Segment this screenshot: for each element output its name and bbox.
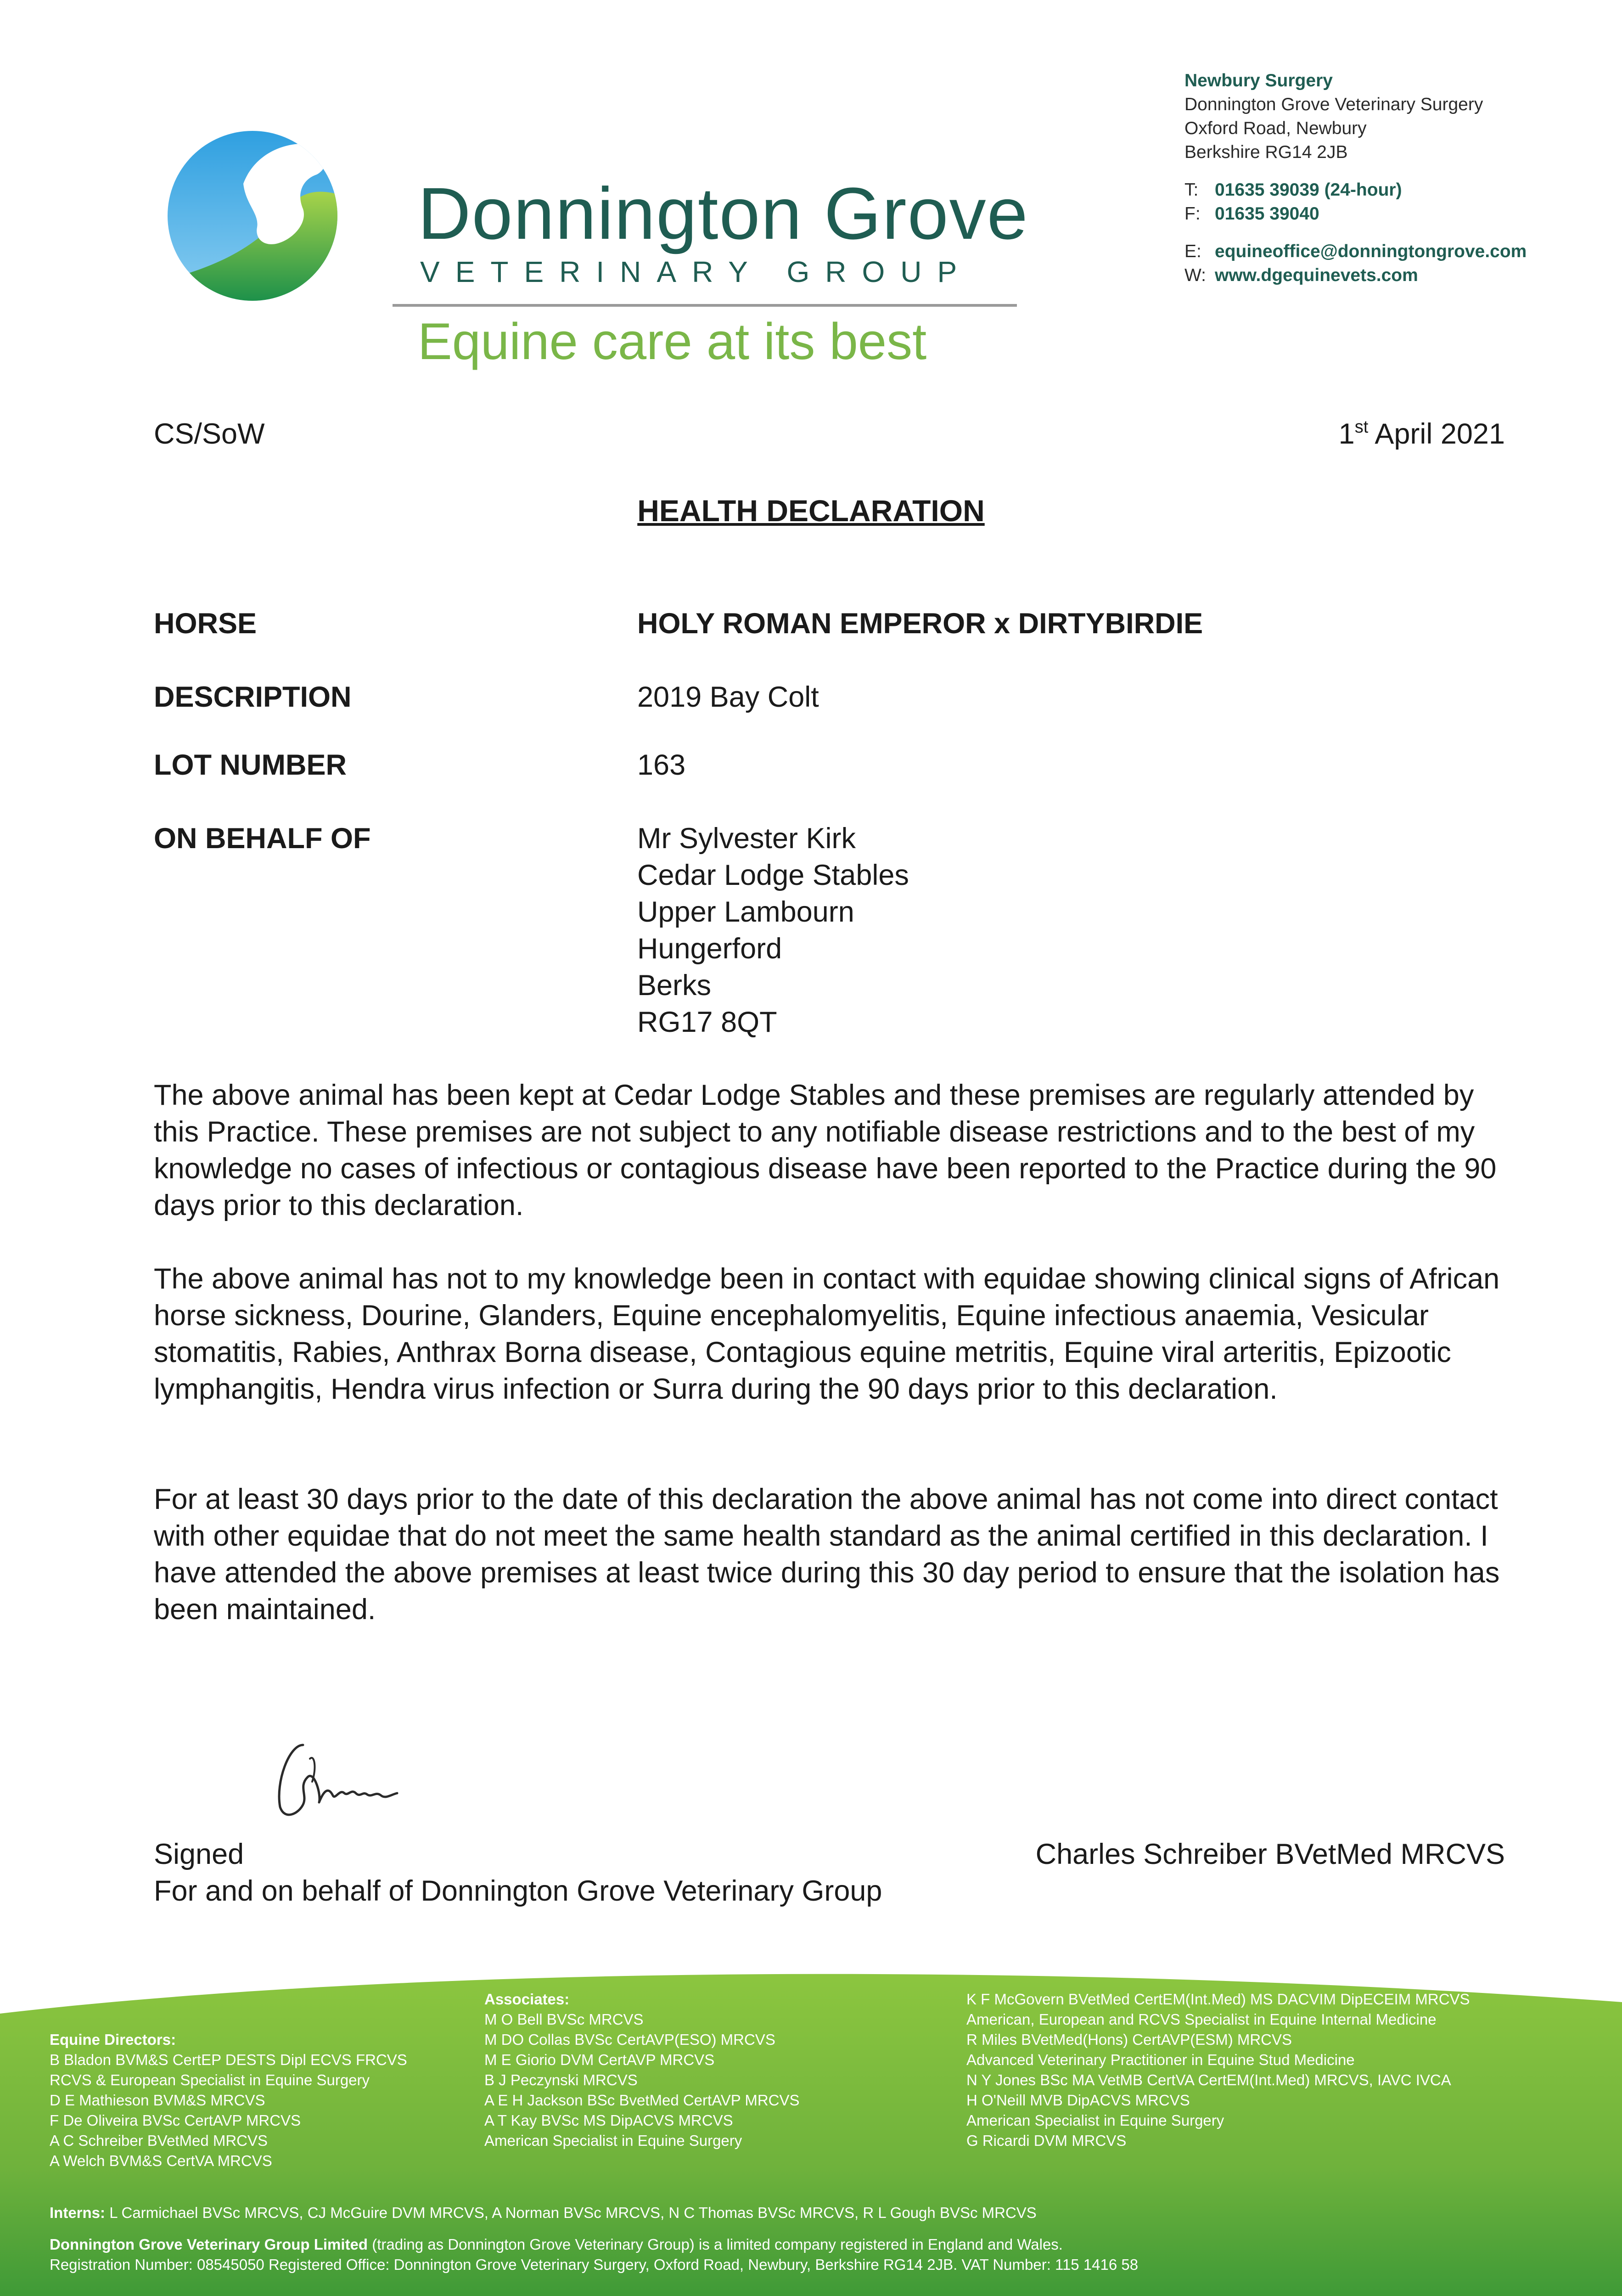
brand-tagline: Equine care at its best <box>418 313 927 370</box>
associate-entry: B J Peczynski MRCVS <box>484 2071 638 2088</box>
owner-address-line: Upper Lambourn <box>637 896 854 928</box>
director-entry: A C Schreiber BVetMed MRCVS <box>50 2132 268 2149</box>
associate-entry: K F McGovern BVetMed CertEM(Int.Med) MS DACVIM DipECEIM MRCVS <box>966 1991 1470 2008</box>
fax-line <box>1184 202 1527 226</box>
associate-entry: A E H Jackson BSc BvetMed CertAVP MRCVS <box>484 2092 800 2109</box>
description-label: DESCRIPTION <box>154 681 352 713</box>
address-line: Oxford Road, Newbury <box>1184 118 1367 138</box>
registration-details: Registration Number: 08545050 Registered Office: Donnington Grove Veterinary Surgery, Oxford Road, Newbury, Berkshire RG14 2JB. VAT Number: 115 1416 58 <box>50 2256 1139 2273</box>
behalf-statement: For and on behalf of Donnington Grove Veterinary Group <box>154 1875 882 1907</box>
brand-name: Donnington Grove <box>418 172 1029 254</box>
director-entry: B Bladon BVM&S CertEP DESTS Dipl ECVS FRCVS <box>50 2051 407 2068</box>
horse-label: HORSE <box>154 608 257 640</box>
associates-title: Associates: <box>484 1991 570 2008</box>
owner-address-line: Cedar Lodge Stables <box>637 859 909 891</box>
logo-horse-head-icon <box>165 129 349 308</box>
associate-entry: American Specialist in Equine Surgery <box>484 2132 742 2149</box>
associates-list <box>484 1989 800 2151</box>
horse-value: HOLY ROMAN EMPEROR x DIRTYBIRDIE <box>637 608 1203 640</box>
associate-entry: American Specialist in Equine Surgery <box>966 2112 1224 2129</box>
web-line <box>1184 264 1527 287</box>
declaration-paragraph-diseases: The above animal has not to my knowledge been in contact with equidae showing clinical signs of African horse sickness, Dourine, Glanders, Equine encephalomyelitis, Equine infectious anaemia, Vesicular stomatitis, Rabies, Anthrax Borna disease, Contagious equine metritis, Equine viral arteritis, Epizootic lymphangitis, Hendra virus infection or Surra during the 90 days prior to this declaration. <box>154 1263 1500 1405</box>
declaration-paragraph-premises: The above animal has been kept at Cedar Lodge Stables and these premises are regularly attended by this Practice. These premises are not subject to any notifiable disease restrictions and to the best of my knowledge no cases of infectious or contagious disease have been reported to the Practice during the 90 days prior to this declaration. <box>154 1079 1497 1221</box>
associate-entry: American, European and RCVS Specialist in Equine Internal Medicine <box>966 2011 1437 2028</box>
date-rest: April 2021 <box>1375 418 1505 450</box>
email-line <box>1184 240 1527 264</box>
owner-address-line: Berks <box>637 969 712 1002</box>
owner-address <box>637 820 909 1041</box>
associate-entry: A T Kay BVSc MS DipACVS MRCVS <box>484 2112 733 2129</box>
address-line: Berkshire RG14 2JB <box>1184 142 1348 162</box>
date-day: 1 <box>1338 418 1355 450</box>
director-entry: D E Mathieson BVM&S MRCVS <box>50 2092 265 2109</box>
interns-line <box>50 2203 1037 2223</box>
surgery-name: Newbury Surgery <box>1184 71 1333 90</box>
company-text: (trading as Donnington Grove Veterinary Group) is a limited company registered in England and Wales. <box>372 2236 1063 2253</box>
brand-subtitle: VETERINARY GROUP <box>420 255 973 288</box>
telephone-number[interactable]: 01635 39039 (24-hour) <box>1215 180 1402 200</box>
page-title: HEALTH DECLARATION <box>637 494 985 528</box>
owner-address-line: Hungerford <box>637 933 782 965</box>
interns-label: Interns: <box>50 2204 106 2221</box>
declaration-paragraph-isolation: For at least 30 days prior to the date of this declaration the above animal has not come into direct contact with other equidae that do not meet the same health standard as the animal certified in this declaration. I have attended the above premises at least twice during this 30 day period to ensure that the isolation has been maintained. <box>154 1483 1500 1626</box>
company-info <box>50 2234 1138 2275</box>
email-label: E: <box>1184 242 1201 261</box>
directors-list <box>50 2030 407 2171</box>
associate-entry: M O Bell BVSc MRCVS <box>484 2011 644 2028</box>
document-date <box>1339 416 1505 452</box>
associate-entry: M DO Collas BVSc CertAVP(ESO) MRCVS <box>484 2031 775 2048</box>
director-entry: F De Oliveira BVSc CertAVP MRCVS <box>50 2112 301 2129</box>
reference-code: CS/SoW <box>154 418 265 450</box>
handwritten-signature <box>271 1727 409 1828</box>
website-link[interactable]: www.dgequinevets.com <box>1215 265 1418 285</box>
directors-title: Equine Directors: <box>50 2031 176 2048</box>
date-suffix: st <box>1354 417 1369 437</box>
brand-divider <box>393 304 1017 307</box>
web-label: W: <box>1184 265 1206 285</box>
address-line: Donnington Grove Veterinary Surgery <box>1184 95 1483 114</box>
signer-name: Charles Schreiber BVetMed MRCVS <box>1035 1838 1505 1870</box>
telephone-line <box>1184 178 1527 202</box>
interns-names: L Carmichael BVSc MRCVS, CJ McGuire DVM MRCVS, A Norman BVSc MRCVS, N C Thomas BVSc MRCVS, R L Gough BVSc MRCVS <box>109 2204 1037 2221</box>
associate-entry: G Ricardi DVM MRCVS <box>966 2132 1127 2149</box>
fax-label: F: <box>1184 204 1201 224</box>
description-value: 2019 Bay Colt <box>637 681 819 713</box>
signed-label: Signed <box>154 1838 244 1870</box>
owner-postcode: RG17 8QT <box>637 1006 777 1038</box>
fax-number: 01635 39040 <box>1215 204 1319 224</box>
email-link[interactable]: equineoffice@donningtongrove.com <box>1215 242 1527 261</box>
lot-number-value: 163 <box>637 749 686 781</box>
on-behalf-of-label: ON BEHALF OF <box>154 822 371 855</box>
director-entry: RCVS & European Specialist in Equine Surgery <box>50 2071 370 2088</box>
associates-list-continued <box>966 1989 1470 2151</box>
telephone-label: T: <box>1184 180 1199 200</box>
associate-entry: N Y Jones BSc MA VetMB CertVA CertEM(Int.Med) MRCVS, IAVC IVCA <box>966 2071 1451 2088</box>
associate-entry: R Miles BVetMed(Hons) CertAVP(ESM) MRCVS <box>966 2031 1292 2048</box>
contact-block <box>1184 69 1527 287</box>
lot-number-label: LOT NUMBER <box>154 749 347 781</box>
associate-entry: Advanced Veterinary Practitioner in Equine Stud Medicine <box>966 2051 1355 2068</box>
associate-entry: H O'Neill MVB DipACVS MRCVS <box>966 2092 1190 2109</box>
director-entry: A Welch BVM&S CertVA MRCVS <box>50 2152 272 2169</box>
owner-name: Mr Sylvester Kirk <box>637 822 856 855</box>
company-name: Donnington Grove Veterinary Group Limited <box>50 2236 368 2253</box>
associate-entry: M E Giorio DVM CertAVP MRCVS <box>484 2051 715 2068</box>
